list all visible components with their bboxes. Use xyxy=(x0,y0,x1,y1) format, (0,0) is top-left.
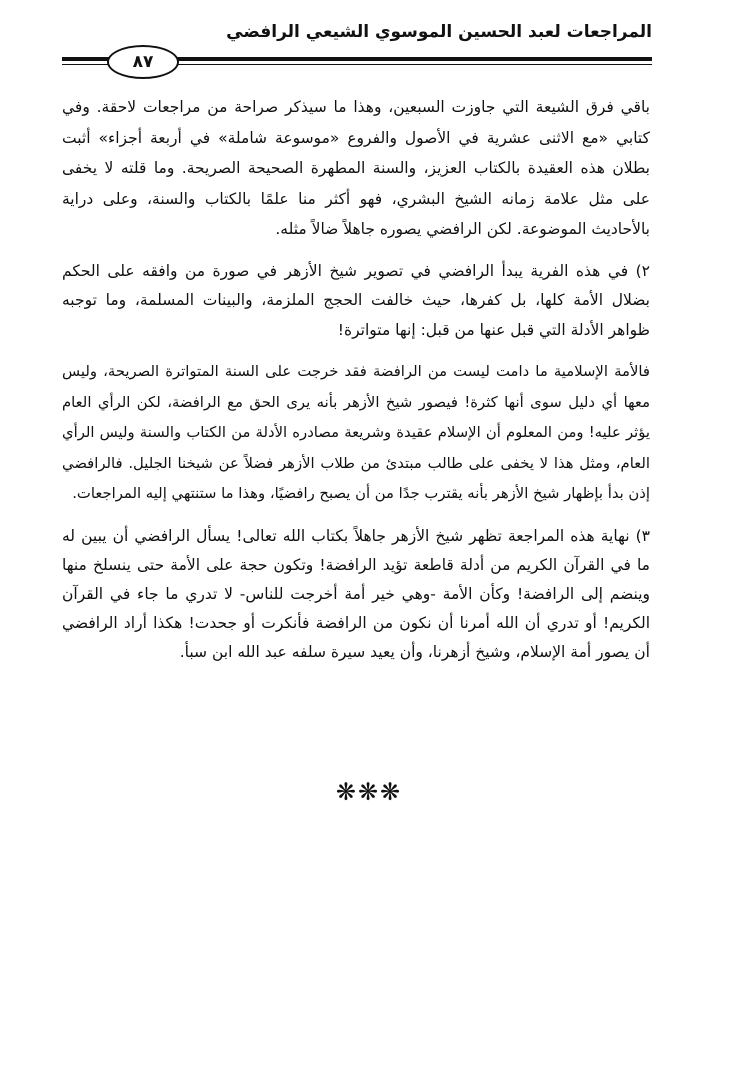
section-end-ornament: ❋❋❋ xyxy=(335,778,403,806)
paragraph-1: باقي فرق الشيعة التي جاوزت السبعين، وهذا ما سيذكر صراحة من مراجعات لاحقة. وفي كتابي «مع الاثنى عشرية في الأصول والفروع «موسوعة شاملة» في أربعة أجزاء» أثبت بطلان هذه العقيدة بالكتاب العزيز، والسنة المطهرة الصحيحة الصريحة. وما قلته لا يخفى على مثل علامة زمانه الشيخ البشري، فهو أكثر منا علمًا بالكتاب والسنة، وعلى دراية بالأحاديث الموضوعة. لكن الرافضي يصوره جاهلاً ضالاً مثله. xyxy=(62,98,650,238)
paragraph-3: فالأمة الإسلامية ما دامت ليست من الرافضة فقد خرجت على السنة المتواترة الصريحة، وليس معها أي دليل سوى أنها كثرة! فيصور شيخ الأزهر بأنه يرى الحق مع الرافضة، لكن الرأي العام يؤثر عليه! ومن المعلوم أن الإسلام عقيدة وشريعة مصادره الأدلة من الكتاب والسنة وليس الرأي العام، ومثل هذا لا يخفى على طالب مبتدئ من طلاب الأزهر فضلاً عن شيخنا الجليل. فالرافضي إذن بدأ بإظهار شيخ الأزهر بأنه يقترب جدًا من أن يصبح رافضيًا، وهذا ما ستنتهي إليه المراجعات. xyxy=(62,363,650,502)
paragraph-4: ٣) نهاية هذه المراجعة تظهر شيخ الأزهر جاهلاً بكتاب الله تعالى! يسأل الرافضي أن يبين له ما في القرآن الكريم من أدلة قاطعة تؤيد الرافضة! وتكون حجة على الأمة حتى ينسلخ منها وينضم إلى الرافضة! وكأن الأمة -وهي خير أمة أخرجت للناس- لا تدري ما جاء في القرآن الكريم! أو تدري أن الله أمرنا أن نكون من الرافضة فأنكرت أو جحدت! هكذا أراد الرافضي أن يصور أمة الإسلام، وشيخ أزهرنا، وأن يعيد سيرة سلفه عبد الله ابن سبأ. xyxy=(62,526,650,661)
body-text xyxy=(62,92,650,679)
paragraph-2: ٢) في هذه الفرية يبدأ الرافضي في تصوير شيخ الأزهر في صورة من وافقه على الحكم بضلال الأمة كلها، بل كفرها، حيث خالفت الحجج الملزمة، والبينات المسلمة، وما توجبه ظواهر الأدلة التي قبل عنها من قبل: إنها متواترة! xyxy=(62,261,650,339)
page-number: ٨٧ xyxy=(107,45,179,79)
running-header-title: المراجعات لعبد الحسين الموسوي الشيعي الرافضي xyxy=(226,22,652,42)
